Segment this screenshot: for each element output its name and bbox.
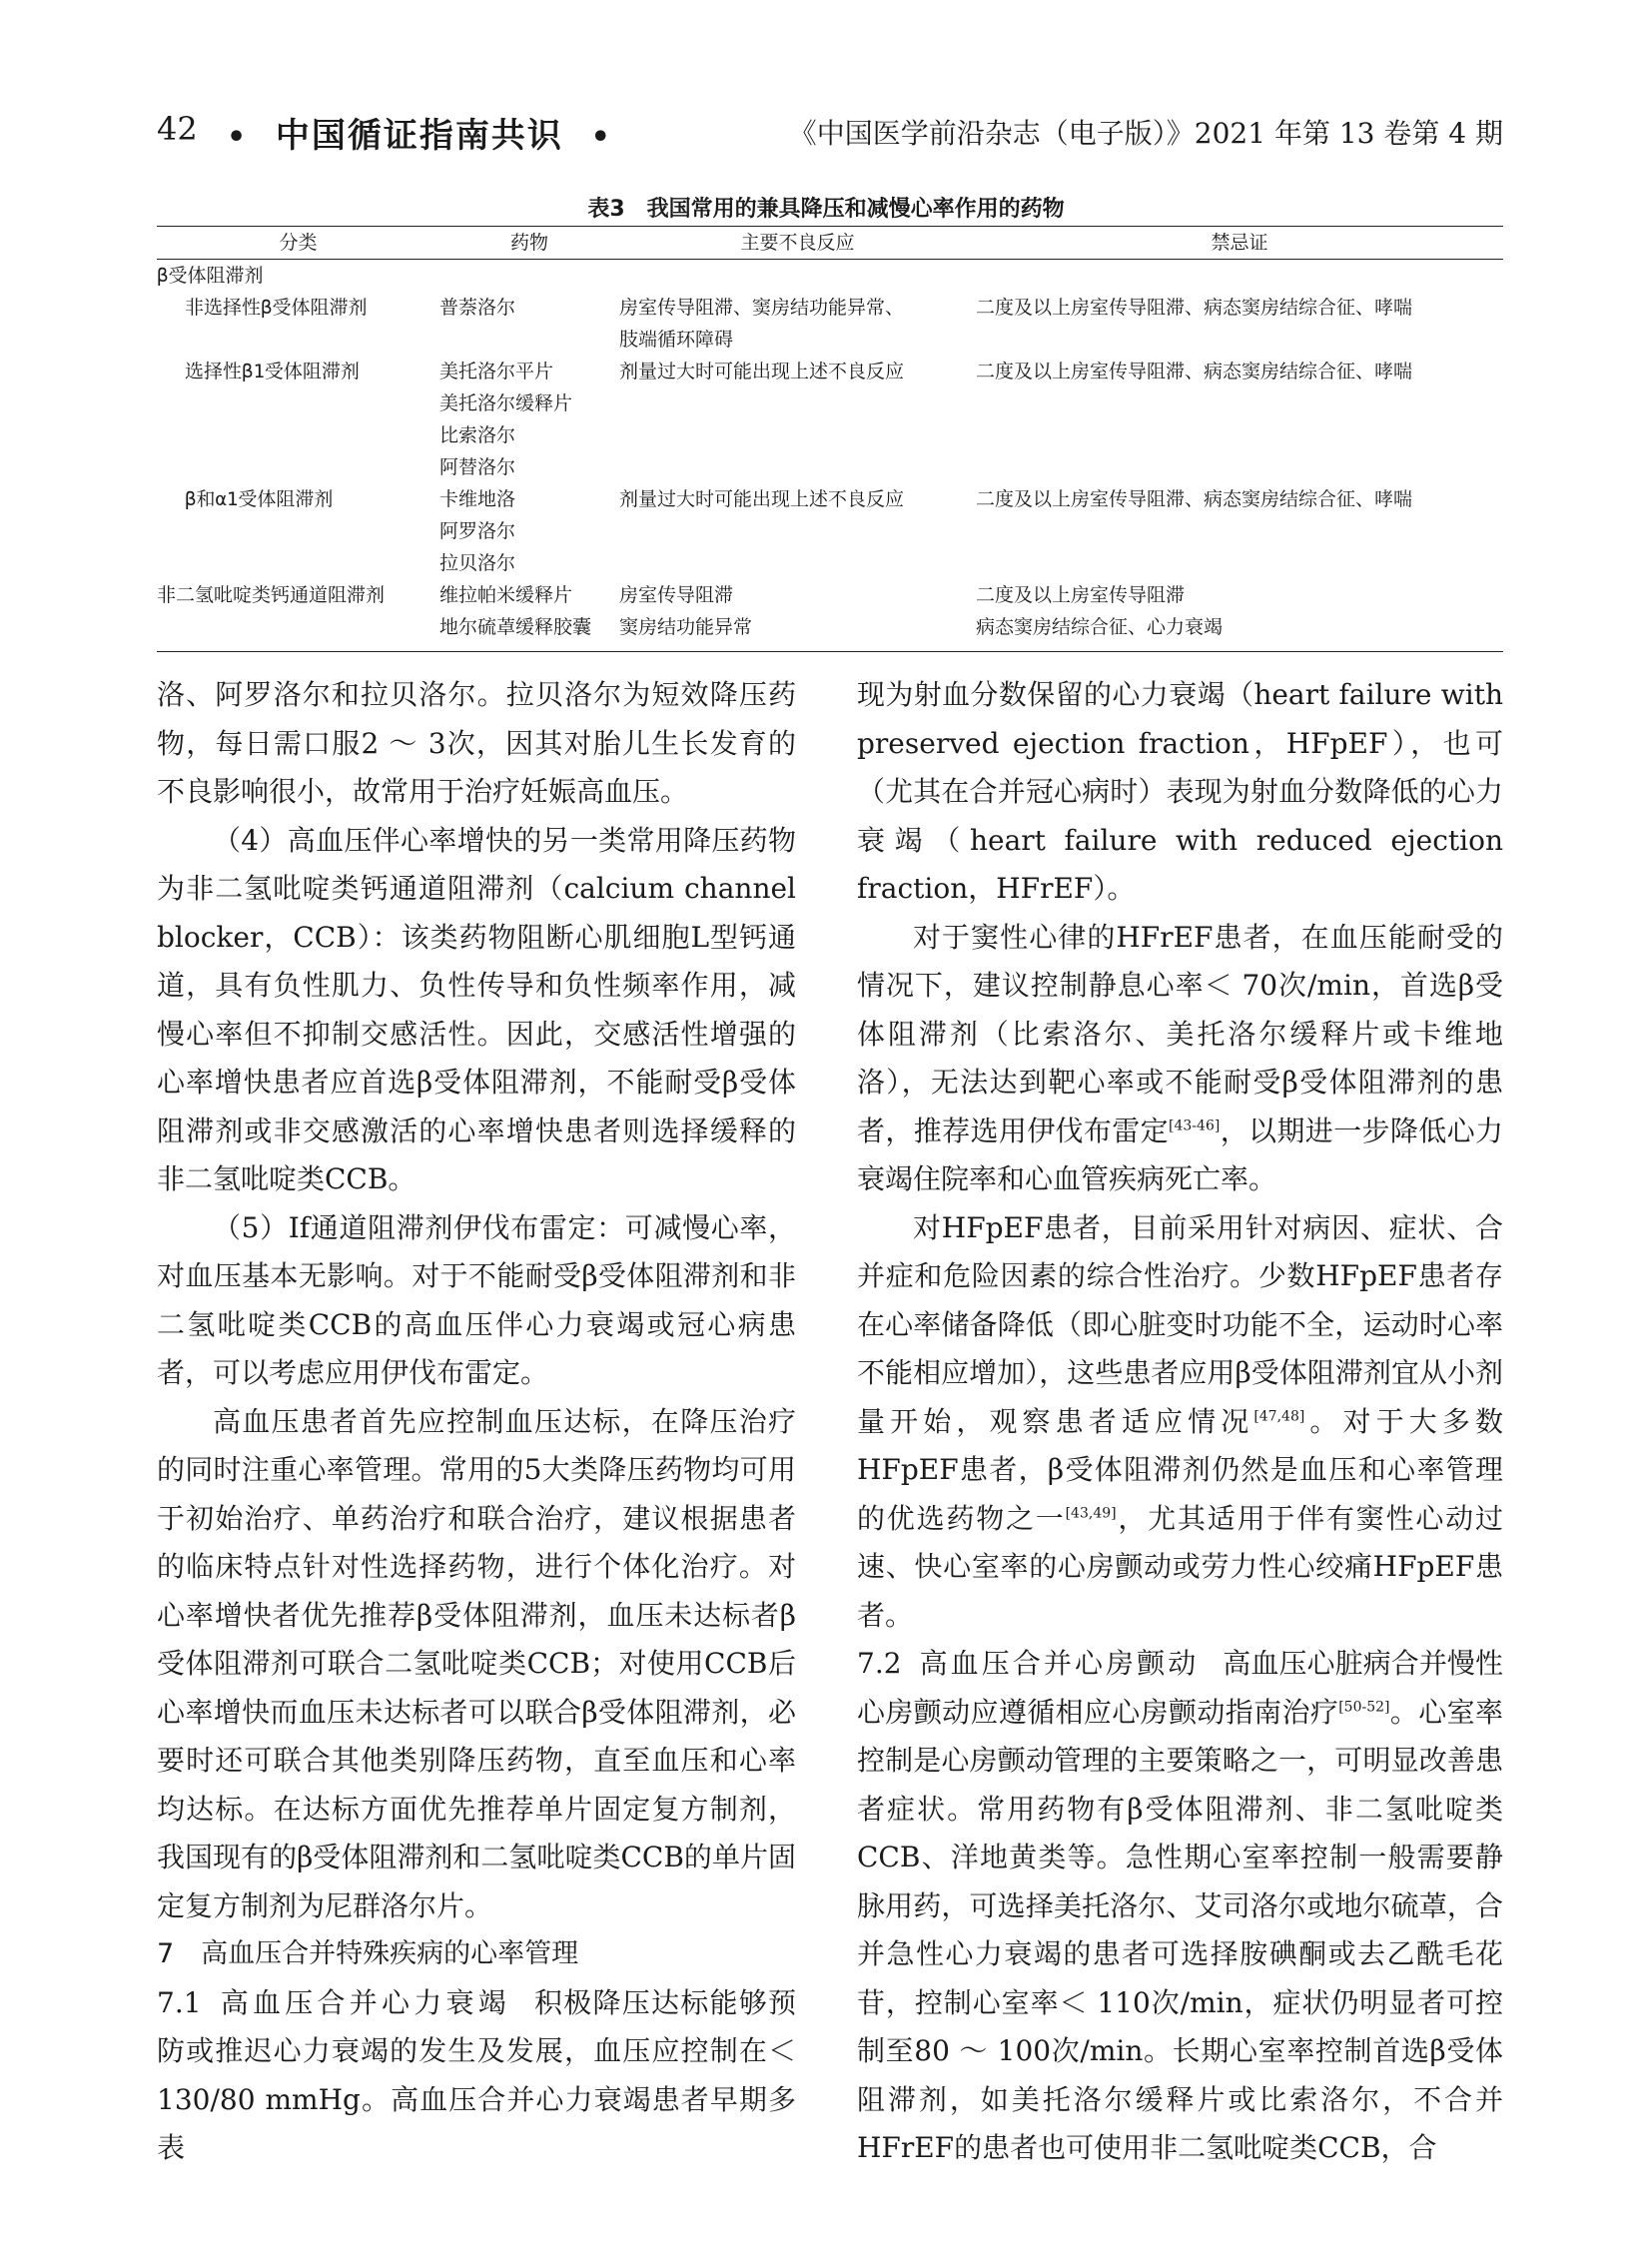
cell-drug: 普萘洛尔 <box>439 297 516 319</box>
table-row <box>157 356 1503 483</box>
subsection-paragraph: 7.1 高血压合并心力衰竭 积极降压达标能够预防或推迟心力衰竭的发生及发展，血压应控制在＜130/80 mmHg。高血压合并心力衰竭患者早期多表 <box>157 1985 796 2164</box>
citation: [43-46] <box>1169 1118 1221 1134</box>
cell-category: 选择性β1受体阻滞剂 <box>185 361 360 382</box>
paragraph: （4）高血压伴心率增快的另一类常用降压药物为非二氢吡啶类钙通道阻滞剂（calcium channel blocker，CCB）：该类药物阻断心肌细胞L型钙通道，具有负性肌力、负性传导和负性频率作用，减慢心率但不抑制交感活性。因此，交感活性增强的心率增快患者应首选β受体阻滞剂，不能耐受β受体阻滞剂或非交感激活的心率增快患者则选择缓释的非二氢吡啶类CCB。 <box>157 823 797 1195</box>
left-column <box>157 671 796 2173</box>
table-row <box>157 579 1503 652</box>
subsection-number: 7.1 <box>157 1985 202 2019</box>
col-header-category: 分类 <box>157 227 439 260</box>
paragraph: 对于窦性心律的HFrEF患者，在血压能耐受的情况下，建议控制静息心率＜ 70次/min，首选β受体阻滞剂（比索洛尔、美托洛尔缓释片或卡维地洛），无法达到靶心率或不能耐受β受体阻滞剂的患者，推荐选用伊伐布雷定[43-46]，以期进一步降低心力衰竭住院率和心血管疾病死亡率。 <box>857 920 1503 1195</box>
paragraph: 现为射血分数保留的心力衰竭（heart failure with preserved ejection fraction，HFpEF），也可（尤其在合并冠心病时）表现为射血分数降低的心力衰竭（heart failure with reduced ejection fraction，HFrEF）。 <box>857 678 1503 905</box>
subsection-paragraph: 7.2 高血压合并心房颤动 高血压心脏病合并慢性心房颤动应遵循相应心房颤动指南治疗[50-52]。心室率控制是心房颤动管理的主要策略之一，可明显改善患者症状。常用药物有β受体阻滞剂、非二氢吡啶类CCB、洋地黄类等。急性期心室率控制一般需要静脉用药，可选择美托洛尔、艾司洛尔或地尔硫䓬，合并急性心力衰竭的患者可选择胺碘酮或去乙酰毛花苷，控制心室率＜ 110次/min，症状仍明显者可控制至80 ～ 100次/min。长期心室率控制首选β受体阻滞剂，如美托洛尔缓释片或比索洛尔，不合并HFrEF的患者也可使用非二氢吡啶类CCB，合 <box>857 1647 1503 2164</box>
citation: [50-52] <box>1338 1699 1390 1716</box>
paragraph: （5）If通道阻滞剂伊伐布雷定：可减慢心率，对血压基本无影响。对于不能耐受β受体阻滞剂和非二氢吡啶类CCB的高血压伴心力衰竭或冠心病患者，可以考虑应用伊伐布雷定。 <box>157 1210 796 1389</box>
table-caption: 表3 我国常用的兼具降压和减慢心率作用的药物 <box>587 197 1065 222</box>
journal-citation: 《中国医学前沿杂志（电子版）》2021 年第 13 卷第 4 期 <box>788 117 1503 150</box>
table-row-group <box>157 260 1503 293</box>
cell-drug: 卡维地洛 阿罗洛尔 拉贝洛尔 <box>439 488 516 574</box>
table-row <box>157 483 1503 579</box>
cell-drug: 美托洛尔平片 美托洛尔缓释片 比索洛尔 阿替洛尔 <box>439 361 573 478</box>
cell-contraindication: 二度及以上房室传导阻滞、病态窦房结综合征、哮喘 <box>976 361 1413 382</box>
series-title: • 中国循证指南共识 • <box>227 116 612 156</box>
citation: [43,49] <box>1065 1505 1117 1522</box>
cell-adverse: 剂量过大时可能出现上述不良反应 <box>619 488 905 510</box>
cell-adverse: 房室传导阻滞 窦房结功能异常 <box>619 579 976 652</box>
drug-table <box>157 226 1503 652</box>
cell-category: 非选择性β受体阻滞剂 <box>185 297 368 319</box>
cell-contraindication: 二度及以上房室传导阻滞、病态窦房结综合征、哮喘 <box>976 297 1413 319</box>
cell-adverse: 房室传导阻滞、窦房结功能异常、 肢端循环障碍 <box>619 297 905 351</box>
group-label: β受体阻滞剂 <box>157 265 264 287</box>
citation: [47,48] <box>1253 1408 1305 1425</box>
cell-contraindication: 二度及以上房室传导阻滞、病态窦房结综合征、哮喘 <box>976 488 1413 510</box>
subsection-title: 高血压合并心房颤动 <box>919 1647 1200 1680</box>
subsection-number: 7.2 <box>857 1647 902 1680</box>
cell-contraindication: 二度及以上房室传导阻滞 病态窦房结综合征、心力衰竭 <box>976 579 1503 652</box>
section-heading: 7 高血压合并特殊疾病的心率管理 <box>157 1938 579 1969</box>
page-header <box>157 110 1503 170</box>
paragraph: 洛、阿罗洛尔和拉贝洛尔。拉贝洛尔为短效降压药物，每日需口服2 ～ 3次，因其对胎儿生长发育的不良影响很小，故常用于治疗妊娠高血压。 <box>157 678 796 808</box>
cell-adverse: 剂量过大时可能出现上述不良反应 <box>619 361 905 382</box>
subsection-title: 高血压合并心力衰竭 <box>219 1985 510 2019</box>
cell-category: 非二氢吡啶类钙通道阻滞剂 <box>157 579 439 652</box>
cell-category: β和α1受体阻滞剂 <box>185 488 334 510</box>
table-header-row <box>157 227 1503 260</box>
table-row <box>157 292 1503 356</box>
cell-drug: 维拉帕米缓释片 地尔硫䓬缓释胶囊 <box>439 579 619 652</box>
col-header-adverse: 主要不良反应 <box>619 227 976 260</box>
col-header-contraindication: 禁忌证 <box>976 227 1503 260</box>
col-header-drug: 药物 <box>439 227 619 260</box>
page-number: 42 <box>157 110 198 148</box>
paragraph: 对HFpEF患者，目前采用针对病因、症状、合并症和危险因素的综合性治疗。少数HFpEF患者存在心率储备降低（即心脏变时功能不全，运动时心率不能相应增加），这些患者应用β受体阻滞剂宜从小剂量开始，观察患者适应情况[47,48]。对于大多数HFpEF患者，β受体阻滞剂仍然是血压和心率管理的优选药物之一[43,49]，尤其适用于伴有窦性心动过速、快心室率的心房颤动或劳力性心绞痛HFpEF患者。 <box>857 1210 1503 1632</box>
paragraph: 高血压患者首先应控制血压达标，在降压治疗的同时注重心率管理。常用的5大类降压药物均可用于初始治疗、单药治疗和联合治疗，建议根据患者的临床特点针对性选择药物，进行个体化治疗。对心率增快者优先推荐β受体阻滞剂，血压未达标者β受体阻滞剂可联合二氢吡啶类CCB；对使用CCB后心率增快而血压未达标者可以联合β受体阻滞剂，必要时还可联合其他类别降压药物，直至血压和心率均达标。在达标方面优先推荐单片固定复方制剂，我国现有的β受体阻滞剂和二氢吡啶类CCB的单片固定复方制剂为尼群洛尔片。 <box>157 1404 796 1922</box>
right-column <box>857 671 1503 2173</box>
